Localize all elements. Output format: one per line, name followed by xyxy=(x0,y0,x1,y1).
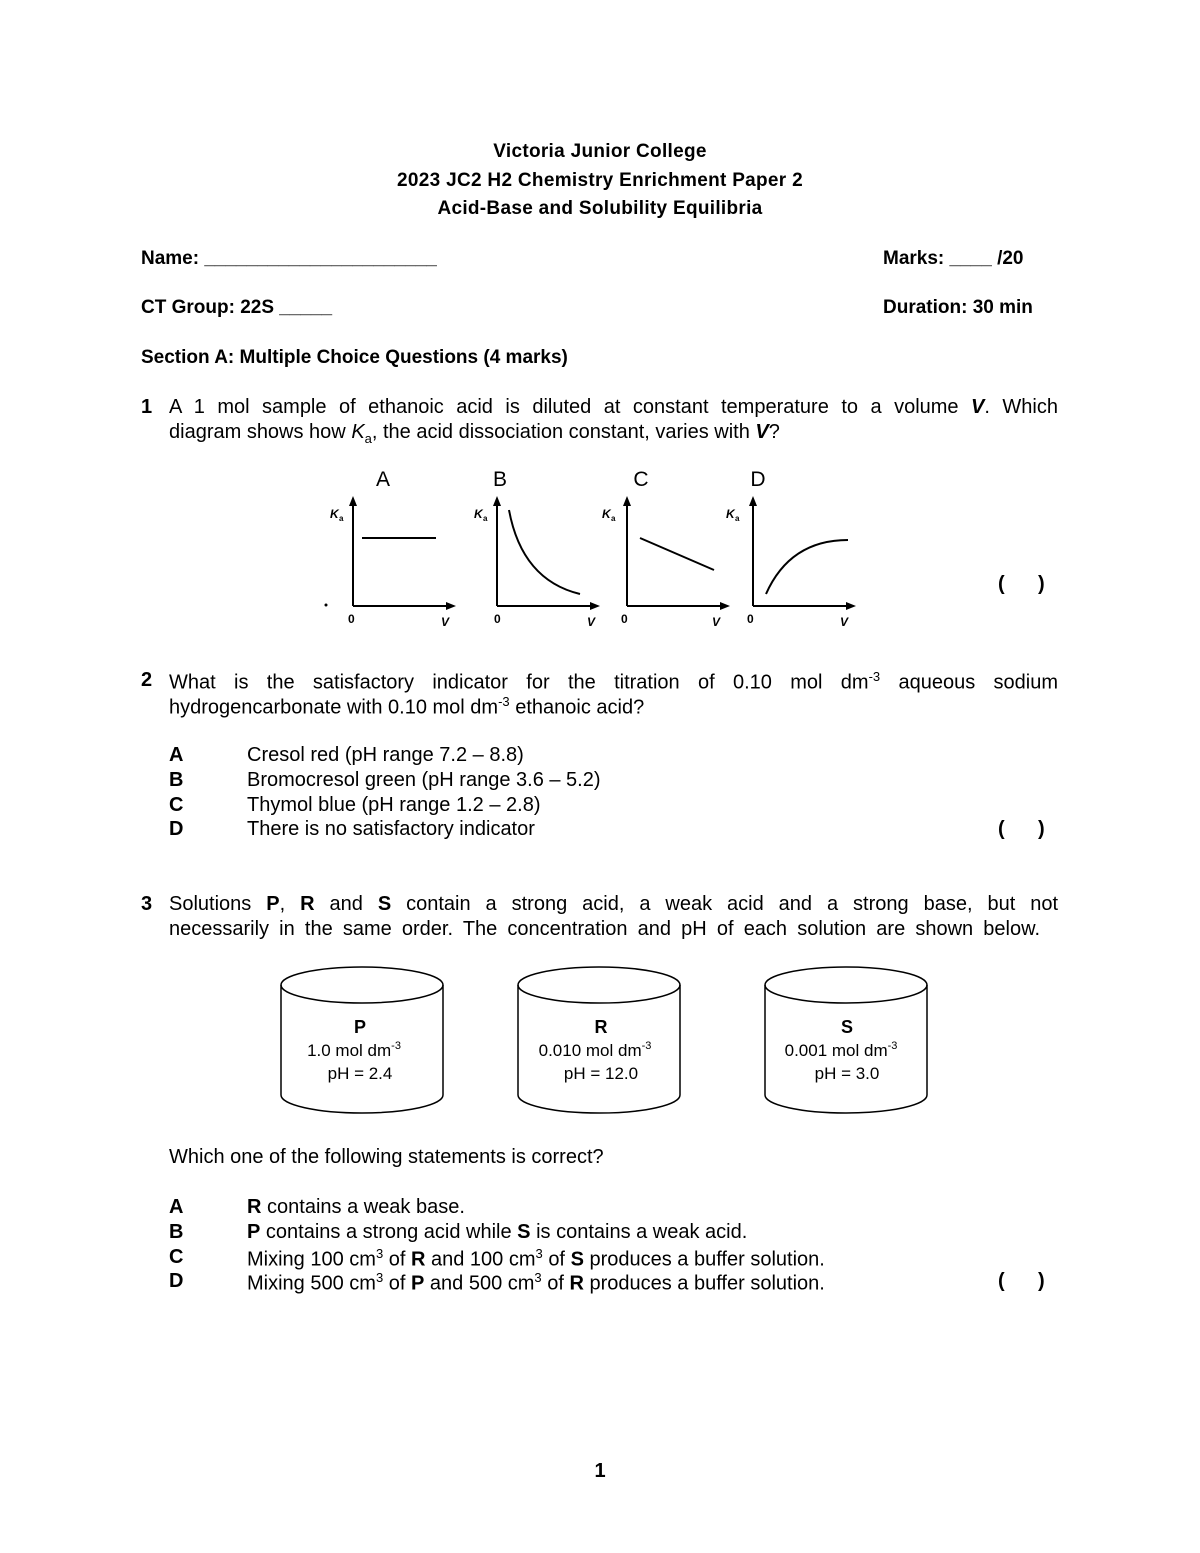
q3-option-c[interactable]: Mixing 100 $cm^3$ of R and 100 $cm^3$ of S produces a buffer solution. xyxy=(247,1246,825,1271)
q2-option-a-letter: A xyxy=(169,744,184,766)
svg-text:0: 0 xyxy=(621,612,628,626)
svg-text:V: V xyxy=(587,615,596,629)
question-3-number: 3 xyxy=(141,893,153,915)
graph-c-curve xyxy=(640,538,714,570)
q1-graphs xyxy=(300,460,880,635)
svg-text:V: V xyxy=(712,615,721,629)
q3-beakers xyxy=(270,960,940,1120)
question-1-line-1: A 1 mol sample of ethanoic acid is diluted at constant temperature to a volume V. Which xyxy=(169,396,1058,418)
graph-label-c: C xyxy=(633,468,649,491)
duration-label: Duration: 30 min xyxy=(883,297,1033,318)
name-field[interactable]: Name: ______________________ xyxy=(141,248,437,269)
section-a-heading: Section A: Multiple Choice Questions (4 marks) xyxy=(141,347,568,368)
school-name: Victoria Junior College xyxy=(493,141,707,162)
beaker-p-ph: pH = 2.4 xyxy=(327,1064,393,1083)
q2-option-b-letter: B xyxy=(169,769,184,791)
q2-option-c-letter: C xyxy=(169,794,184,816)
question-3-prompt: Which one of the following statements is correct? xyxy=(169,1146,604,1168)
beaker-s-ph: pH = 3.0 xyxy=(814,1064,880,1083)
page-number: 1 xyxy=(594,1460,606,1482)
q3-option-c-letter: C xyxy=(169,1246,184,1268)
ct-group-field[interactable]: CT Group: 22S _____ xyxy=(141,297,333,318)
beaker-p xyxy=(281,967,443,1113)
svg-text:V: V xyxy=(441,615,450,629)
svg-text:0: 0 xyxy=(747,612,754,626)
question-1-number: 1 xyxy=(141,396,153,418)
graph-b xyxy=(474,496,600,629)
question-2-number: 2 xyxy=(141,669,153,691)
svg-text:a: a xyxy=(339,514,344,523)
svg-text:a: a xyxy=(735,514,740,523)
graph-label-a: A xyxy=(375,468,391,491)
marks-field[interactable]: Marks: ____ /20 xyxy=(883,248,1024,269)
paper-title: 2023 JC2 H2 Chemistry Enrichment Paper 2 xyxy=(397,170,803,191)
svg-text:a: a xyxy=(483,514,488,523)
q3-option-b-letter: B xyxy=(169,1221,184,1243)
question-3-line-1: Solutions P, R and S contain a strong acid, a weak acid and a strong base, but not xyxy=(169,893,1059,915)
q3-option-d-letter: D xyxy=(169,1270,184,1292)
beaker-r xyxy=(518,967,680,1113)
q2-option-c[interactable]: Thymol blue (pH range 1.2 – 2.8) xyxy=(247,794,541,816)
graph-b-curve xyxy=(509,510,580,594)
q3-answer-bracket[interactable]: ( ) xyxy=(998,1270,1045,1292)
beaker-s-conc: 0.001 mol $dm^{-3}$ xyxy=(784,1040,898,1060)
q2-option-b[interactable]: Bromocresol green (pH range 3.6 – 5.2) xyxy=(247,769,601,791)
q1-answer-bracket[interactable]: ( ) xyxy=(998,573,1045,595)
q3-option-d[interactable]: Mixing 500 $cm^3$ of P and 500 $cm^3$ of R produces a buffer solution. xyxy=(247,1270,825,1295)
svg-text:K: K xyxy=(474,507,483,521)
topic-title: Acid-Base and Solubility Equilibria xyxy=(437,198,763,219)
beaker-r-conc: 0.010 mol $dm^{-3}$ xyxy=(538,1040,652,1060)
question-2-line-2: hydrogencarbonate with 0.10 mol $dm^{-3}$ ethanoic acid? xyxy=(169,694,645,719)
svg-text:K: K xyxy=(330,507,339,521)
graph-d-curve xyxy=(766,540,848,594)
beaker-s xyxy=(765,967,927,1113)
svg-text:a: a xyxy=(611,514,616,523)
q3-option-a[interactable]: R contains a weak base. xyxy=(247,1196,465,1218)
q3-option-b[interactable]: P contains a strong acid while S is contains a weak acid. xyxy=(247,1221,748,1243)
question-1-line-2: diagram shows how $K_a$, the acid dissociation constant, varies with V? xyxy=(169,421,780,446)
svg-text:K: K xyxy=(726,507,735,521)
q2-answer-bracket[interactable]: ( ) xyxy=(998,818,1045,840)
q2-option-a[interactable]: Cresol red (pH range 7.2 – 8.8) xyxy=(247,744,524,766)
svg-text:0: 0 xyxy=(348,612,355,626)
beaker-p-conc: 1.0 mol $dm^{-3}$ xyxy=(307,1040,401,1060)
graph-a xyxy=(325,496,457,629)
graph-label-b: B xyxy=(492,468,508,491)
graph-c xyxy=(602,496,730,629)
beaker-p-label: P xyxy=(353,1017,367,1037)
beaker-r-ph: pH = 12.0 xyxy=(563,1064,639,1083)
graph-d xyxy=(726,496,856,629)
beaker-s-label: S xyxy=(840,1017,854,1037)
q3-option-a-letter: A xyxy=(169,1196,184,1218)
beaker-r-label: R xyxy=(594,1017,608,1037)
question-2-line-1: What is the satisfactory indicator for the titration of 0.10 mol $dm^{-3}$ aqueous sodium xyxy=(169,669,1058,694)
svg-text:K: K xyxy=(602,507,611,521)
svg-text:V: V xyxy=(840,615,849,629)
graph-label-d: D xyxy=(750,468,766,491)
q2-option-d-letter: D xyxy=(169,818,184,840)
question-3-line-2: necessarily in the same order. The concentration and pH of each solution are shown below. xyxy=(169,918,1040,940)
q2-option-d[interactable]: There is no satisfactory indicator xyxy=(247,818,535,840)
svg-text:0: 0 xyxy=(494,612,501,626)
